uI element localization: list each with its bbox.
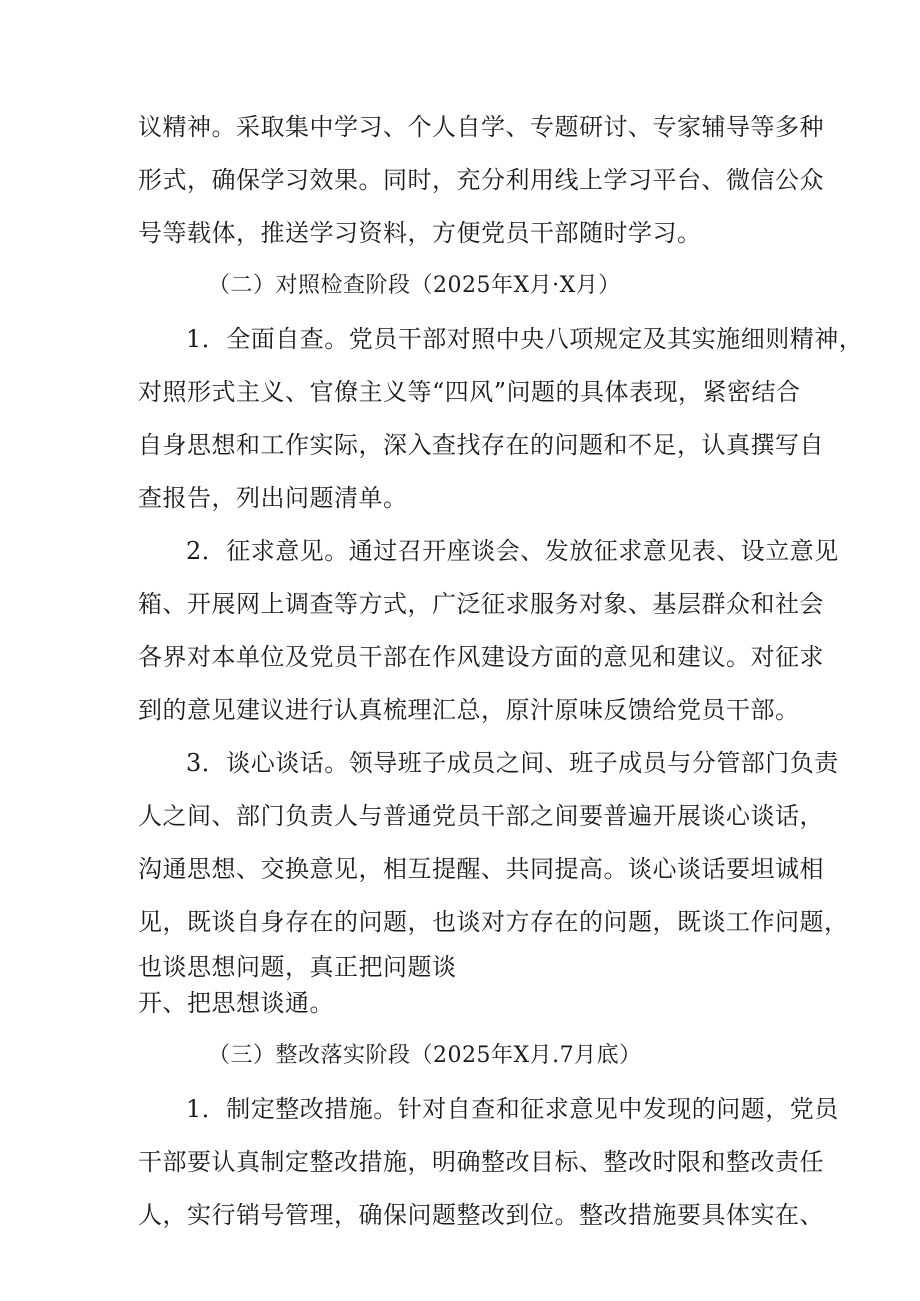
paragraph-line: 2．征求意见。通过召开座谈会、发放征求意见表、设立意见	[186, 537, 839, 565]
paragraph-line: 见，既谈自身存在的问题，也谈对方存在的问题，既谈工作问题，	[138, 908, 849, 936]
paragraph-line: 开、把思想谈通。	[138, 989, 334, 1017]
paragraph-line: 3．谈心谈话。领导班子成员之间、班子成员与分管部门负责	[186, 749, 839, 777]
paragraph-line: 自身思想和工作实际，深入查找存在的问题和不足，认真撰写自	[138, 431, 824, 459]
section-heading: （二）对照检查阶段（2025年X月·X月）	[208, 273, 621, 298]
paragraph-line: 1．制定整改措施。针对自查和征求意见中发现的问题，党员	[186, 1095, 839, 1123]
paragraph-line: 箱、开展网上调查等方式，广泛征求服务对象、基层群众和社会	[138, 590, 824, 618]
paragraph-line: 号等载体，推送学习资料，方便党员干部随时学习。	[138, 219, 702, 247]
paragraph-line: 议精神。采取集中学习、个人自学、专题研讨、专家辅导等多种	[138, 113, 824, 141]
paragraph-line: 也谈思想问题，真正把问题谈	[138, 953, 457, 981]
paragraph-line: 人，实行销号管理，确保问题整改到位。整改措施要具体实在、	[138, 1201, 824, 1229]
paragraph-line: 各界对本单位及党员干部在作风建设方面的意见和建议。对征求	[138, 643, 824, 671]
section-heading: （三）整改落实阶段（2025年X月.7月底）	[208, 1043, 642, 1068]
paragraph-line: 沟通思想、交换意见，相互提醒、共同提高。谈心谈话要坦诚相	[138, 855, 824, 883]
paragraph-line: 1．全面自查。党员干部对照中央八项规定及其实施细则精神，	[186, 325, 864, 353]
paragraph-line: 查报告，列出问题清单。	[138, 484, 408, 512]
paragraph-line: 对照形式主义、官僚主义等“四风”问题的具体表现，紧密结合	[138, 378, 801, 406]
paragraph-line: 形式，确保学习效果。同时，充分利用线上学习平台、微信公众	[138, 166, 824, 194]
paragraph-line: 人之间、部门负责人与普通党员干部之间要普遍开展谈心谈话，	[138, 802, 824, 830]
paragraph-line: 到的意见建议进行认真梳理汇总，原汁原味反馈给党员干部。	[138, 696, 800, 724]
paragraph-line: 干部要认真制定整改措施，明确整改目标、整改时限和整改责任	[138, 1148, 824, 1176]
